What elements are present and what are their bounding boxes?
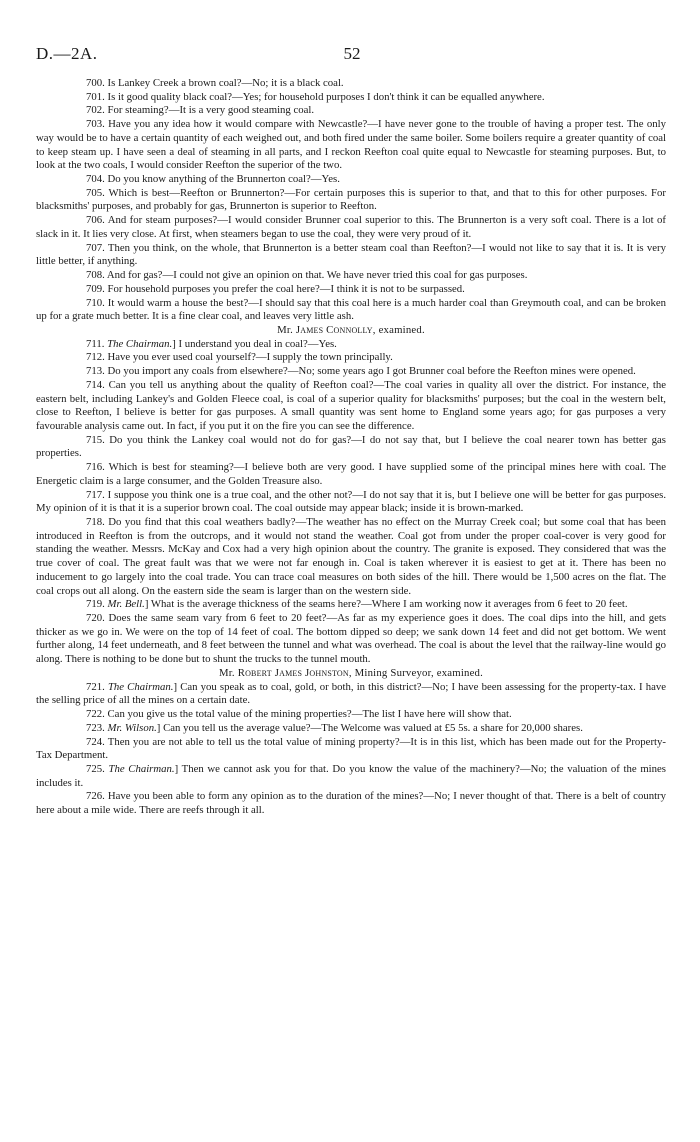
question-paragraph <box>36 269 666 283</box>
question-paragraph: 711. The Chairman.] I understand you deal in coal?—Yes. <box>86 337 337 350</box>
question-text: Do you find that this coal weathers badly?—The weather has no effect on the Murray Creek coal; but some coal that has been introduced in Reefton is from the outcrops, and it would not stand the weather. Coal got from under the proper coal-cover is very good for standing the weather. Messrs. McKay and Cox had a very high opinion about the country. The granite is exposed. They considered that was the true cover of coal. The great fault was that we were not far enough in. Coal is taken wherever it is easiest to get at it. There has been no inducement to go largely into the coal trade. You can trace coal measures on both sides of the hill. There would be 1,500 acres on the flat. The coal crops out all along. On the eastern side the seam is larger than on the western side. <box>36 516 667 597</box>
testimony-body <box>36 77 666 818</box>
witness-title: Mr. <box>277 323 296 336</box>
question-paragraph <box>36 516 666 598</box>
question-number: 714. <box>86 378 105 391</box>
question-number: 701. <box>86 90 105 103</box>
question-text: Then we cannot ask you for that. Do you know the value of the machinery?—No; the valuation of the mines includes it. <box>36 762 666 789</box>
question-number: 708. <box>86 269 105 282</box>
question-text: Then you are not able to tell us the total value of mining property?—It is in this list, which has been made out for the Property-Tax Department. <box>36 735 666 762</box>
question-number: 715. <box>86 433 105 446</box>
question-paragraph <box>36 351 666 365</box>
question-paragraph <box>36 434 666 461</box>
question-paragraph <box>36 242 666 269</box>
question-paragraph <box>36 461 666 488</box>
witness-title: Mr. <box>218 666 238 679</box>
question-number: 707. <box>86 241 105 254</box>
question-number: 717. <box>86 488 105 501</box>
question-number: 710. <box>86 296 105 309</box>
speaker-name: The Chairman. <box>108 762 175 775</box>
question-paragraph: 719. Mr. Bell.] What is the average thickness of the seams here?—Where I am working now it averages from 6 feet to 20 feet. <box>86 598 628 611</box>
question-number: 712. <box>86 351 105 364</box>
page-header <box>36 44 668 66</box>
question-paragraph: 721. The Chairman.] Can you speak as to coal, gold, or both, in this district?—No; I have been assessing for the property-tax. I have the selling price of all the mines on a certain date. <box>36 680 666 707</box>
witness-role: , examined. <box>372 323 425 336</box>
question-text: For household purposes you prefer the coal here?—I think it is not to be surpassed. <box>107 282 465 295</box>
question-number: 716. <box>86 461 105 474</box>
speaker-name: Mr. Wilson. <box>107 721 157 734</box>
question-number: 722. <box>86 708 105 721</box>
question-text: Which is best for steaming?—I believe both are very good. I have supplied some of the principal mines here with coal. The Energetic claim is a large consumer, and the Golden Treasure also. <box>36 461 666 487</box>
question-text: Can you tell us anything about the quality of Reefton coal?—The coal varies in quality all over the district. For instance, the eastern belt, including Lankey's and Golden Fleece coal, is coal of a superior quality for blacksmiths' purposes; but the coal in the western belt, close to Reefton, I believe is better for gas purposes. A small quantity was sent home to England some years ago; for gas purposes a very favourable analysis came out. In fact, if you put it on the fire you can see the difference. <box>36 378 667 432</box>
question-text: It would warm a house the best?—I should say that this coal here is a much harder coal than Greymouth coal, and can be broken up for a grate much better. It is a fine clear coal, and leaves very little ash. <box>36 296 667 323</box>
question-text: Have you been able to form any opinion as to the duration of the mines?—No; I never thought of that. There is a belt of country here about a mile wide. There are reefs through it all. <box>36 790 667 817</box>
question-number: 703. <box>86 118 105 131</box>
question-text: Can you give us the total value of the mining properties?—The list I have here will show that. <box>107 708 512 721</box>
witness-heading <box>36 324 666 338</box>
question-paragraph <box>36 77 666 91</box>
question-number: 704. <box>86 173 105 186</box>
question-paragraph <box>36 91 666 105</box>
question-text: Does the same seam vary from 6 feet to 20 feet?—As far as my experience goes it does. The coal dips into the hill, and gets thicker as we go in. We were on the top of 14 feet of coal. The bottom dipped so deep; we sank down 14 feet and did not get bottom. We went further along, 14 feet underneath, and 8 feet between the tunnel and what was overhead. The coal is about the level that the railway-line would go along. There is nothing to be done but to shunt the trucks to the tunnel mouth. <box>36 612 667 666</box>
question-paragraph <box>36 790 666 817</box>
question-paragraph <box>36 118 666 173</box>
witness-name: Robert James Johnston <box>237 666 349 679</box>
question-text: Do you think the Lankey coal would not do for gas?—I do not say that, but I believe the coal nearer town has better gas properties. <box>36 433 666 460</box>
question-number: 713. <box>86 365 105 378</box>
question-paragraph <box>36 297 666 324</box>
question-text: Have you any idea how it would compare with Newcastle?—I have never gone to the trouble of having a proper test. The only way would be to have a certain quantity of each weighed out, and both fired under the same boiler. Some boilers require a greater quantity of coal to keep steam up. I have seen a deal of steaming in all parts, and I reckon Reefton coal quite equal to Newcastle for steaming purposes. But, to look at the two coals, I would consider Reefton the superior of the two. <box>36 118 667 172</box>
question-number: 720. <box>86 612 105 625</box>
question-text: Then you think, on the whole, that Brunnerton is a better steam coal than Reefton?—I would not like to say that it is. It is very little better, if anything. <box>36 241 666 268</box>
question-text: What is the average thickness of the seams here?—Where I am working now it averages from 6 feet to 20 feet. <box>150 598 628 611</box>
question-number: 702. <box>86 104 105 117</box>
question-paragraph <box>36 379 666 434</box>
speaker-name: The Chairman. <box>107 337 173 350</box>
question-number: 705. <box>86 186 105 199</box>
question-paragraph <box>36 173 666 187</box>
question-paragraph <box>36 104 666 118</box>
question-paragraph <box>36 708 666 722</box>
question-text: Is it good quality black coal?—Yes; for household purposes I don't think it can be equalled anywhere. <box>107 90 545 103</box>
witness-name: James Connolly <box>295 323 373 336</box>
question-text: And for steam purposes?—I would consider Brunner coal superior to this. The Brunnerton is a very soft coal. There is a lot of slack in it. It lies very close. At first, when steamers began to use the coal, they were very proud of it. <box>36 214 666 240</box>
question-paragraph <box>36 187 666 214</box>
question-number: 719. <box>86 598 105 611</box>
page-number: 52 <box>343 44 361 63</box>
document-reference: D.—2A. <box>36 44 98 63</box>
speaker-name: The Chairman. <box>107 680 174 693</box>
question-paragraph <box>36 736 666 763</box>
question-number: 726. <box>86 790 105 803</box>
question-text: Do you know anything of the Brunnerton coal?—Yes. <box>107 173 340 186</box>
question-paragraph <box>36 612 666 667</box>
question-paragraph <box>36 214 666 241</box>
witness-heading <box>36 667 666 681</box>
question-text: And for gas?—I could not give an opinion on that. We have never tried this coal for gas purposes. <box>106 269 528 282</box>
question-number: 723. <box>86 721 105 734</box>
question-text: Is Lankey Creek a brown coal?—No; it is a black coal. <box>107 77 344 89</box>
question-paragraph: 725. The Chairman.] Then we cannot ask you for that. Do you know the value of the machinery?—No; the valuation of the mines includes it. <box>36 762 666 789</box>
question-text: Can you speak as to coal, gold, or both, in this district?—No; I have been assessing for the property-tax. I have the selling price of all the mines on a certain date. <box>36 680 666 707</box>
question-number: 721. <box>86 680 105 693</box>
question-number: 724. <box>86 735 105 748</box>
question-number: 706. <box>86 214 105 227</box>
question-text: I suppose you think one is a true coal, and the other not?—I do not say that it is, but I believe one will be better for gas purposes. My opinion of it is that it is a superior brown coal. The coal outside may appear black; inside it is brown-marked. <box>36 488 667 515</box>
question-text: Have you ever used coal yourself?—I supply the town principally. <box>107 351 393 364</box>
question-text: Can you tell us the average value?—The Welcome was valued at £5 5s. a share for 20,000 shares. <box>163 721 583 734</box>
question-paragraph: 723. Mr. Wilson.] Can you tell us the average value?—The Welcome was valued at £5 5s. a share for 20,000 shares. <box>86 721 583 734</box>
question-paragraph <box>36 489 666 516</box>
witness-role: , Mining Surveyor, examined. <box>348 666 484 679</box>
question-text: I understand you deal in coal?—Yes. <box>178 337 337 350</box>
question-number: 718. <box>86 516 105 528</box>
question-number: 700. <box>86 77 105 89</box>
question-number: 709. <box>86 282 105 295</box>
question-paragraph <box>36 283 666 297</box>
speaker-name: Mr. Bell. <box>107 598 145 611</box>
question-text: Do you import any coals from elsewhere?—No; some years ago I got Brunner coal before the Reefton mines were opened. <box>107 365 636 378</box>
question-text: For steaming?—It is a very good steaming coal. <box>107 104 315 117</box>
question-number: 711. <box>86 337 105 350</box>
question-text: Which is best—Reefton or Brunnerton?—For certain purposes this is superior to that, and that to this for other purposes. For blacksmiths' purposes, and probably for gas, Brunnerton is superior to Reefton. <box>36 186 666 213</box>
question-number: 725. <box>86 762 105 775</box>
question-paragraph <box>36 365 666 379</box>
